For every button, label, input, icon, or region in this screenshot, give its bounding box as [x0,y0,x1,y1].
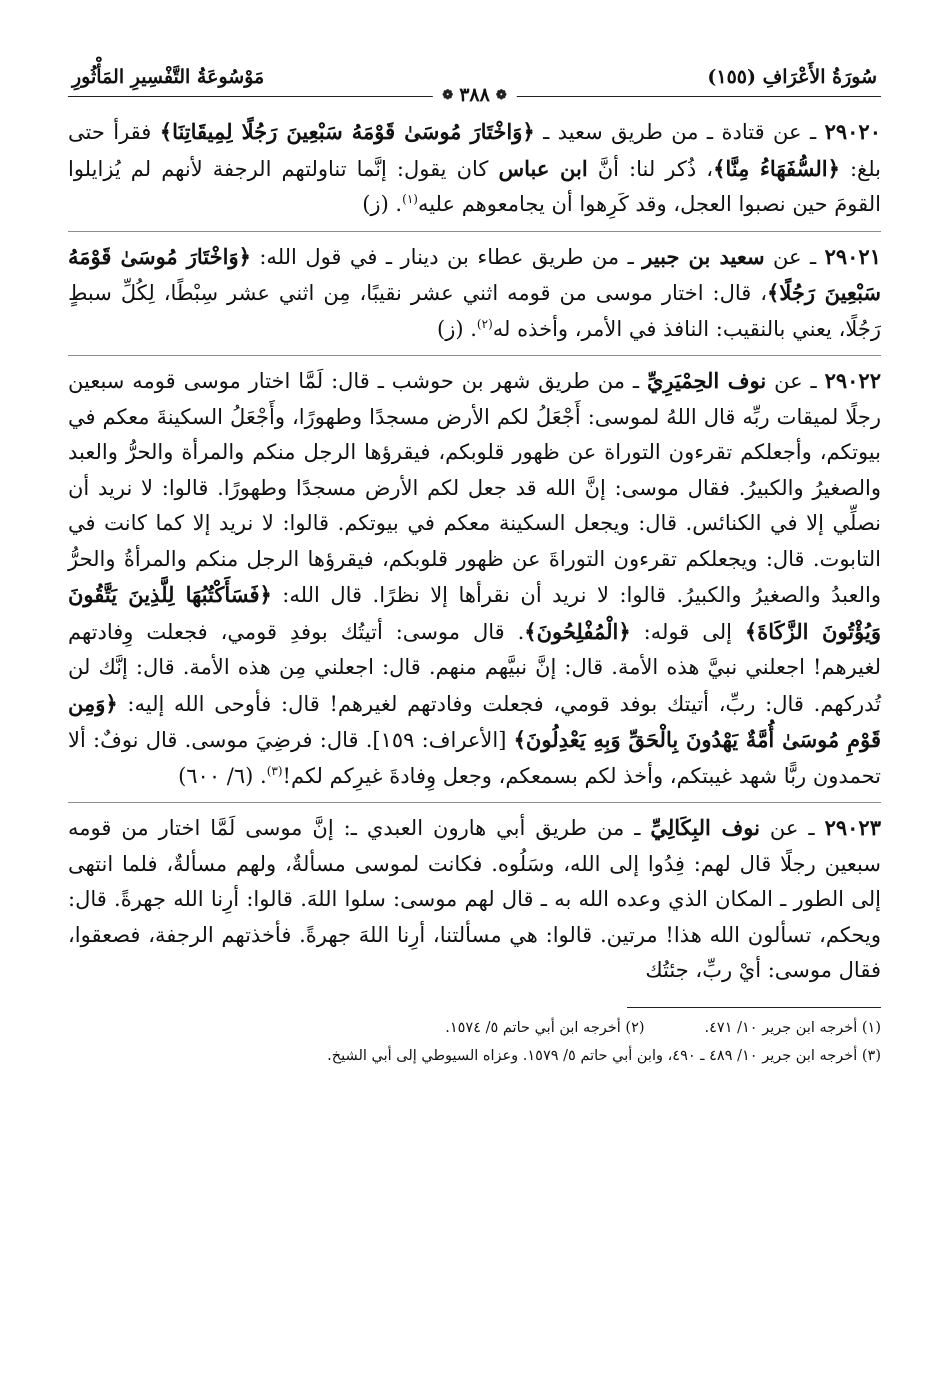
quran-quote: ﴿وَمِن قَوْمِ مُوسَىٰ أُمَّةٌ يَهْدُونَ بِالْحَقِّ وَبِهِ يَعْدِلُونَ﴾ [68,690,881,752]
footnotes-rule [627,1007,881,1008]
entry-number: ٢٩٠٢٢ [824,368,881,393]
entry-text: كان يقول: إنَّما تناولتهم الرجفة لأنهم لم يُزايلوا القومَ حين نصبوا العجل، وقد كَرِهوا أن يجامعوهم عليه [68,156,881,216]
quran-quote: ﴿الْمُفْلِحُونَ﴾ [524,618,631,644]
entry-text: ، ذُكر لنا: أنَّ [587,156,714,181]
entry-number: ٢٩٠٢٠ [824,119,881,144]
entries [68,114,881,997]
entry-end: . (٦/ ٦٠٠) [178,763,267,788]
entry-text: . قال: فرضِيَ موسى. قال نوفٌ: ألا تحمدون ربًّا شهد غيبتكم، وأخذ لكم بسمعكم، وجعل وِفادةَ غيرِكم لكم! [68,728,881,788]
entry-number: ٢٩٠٢١ [824,243,881,269]
footnote-ref[interactable]: (٢) [476,316,493,331]
footnote-ref[interactable]: (١) [402,192,418,206]
narrator-name: ابن عباس [498,155,588,181]
entry-29021 [68,231,881,356]
footnote-ref[interactable]: (٣) [266,763,283,778]
entry-29022 [68,355,881,802]
footnotes [68,1014,881,1070]
entry-text: ـ عن قتادة ـ من طريق سعيد ـ [534,120,825,144]
footnote-1: (١) أخرجه ابن جرير ١٠/ ٤٧١. [704,1019,881,1036]
quran-quote: ﴿فَسَأَكْتُبُهَا لِلَّذِينَ يَتَّقُونَ وَيُؤْتُونَ الزَّكَاةَ﴾ [68,582,881,644]
footnote-row [68,1042,881,1070]
entry-text: ـ عن [766,369,825,393]
ornament-icon: ❁ [495,87,507,103]
verse-reference: [الأعراف: ١٥٩] [372,728,514,752]
quran-quote: ﴿السُّفَهَاءُ مِنَّا﴾ [713,155,840,181]
narrator-name: نوف البِكَالِيِّ [650,815,760,840]
entry-text: ، قال: اختار موسى من قومه اثني عشر نقيبًا، مِن اثني عشر سِبْطًا، لِكُلِّ سبطٍ رَجُلًا، يعني بالنقيب: النافذ في الأمر، وأخذه له [68,281,881,341]
entry-29023 [68,802,881,997]
encyclopedia-title: مَوْسُوعَةُ التَّفْسِيرِ المَأْثُورِ [72,66,265,88]
footnote-3: (٣) أخرجه ابن جرير ١٠/ ٤٨٩ ـ ٤٩٠، وابن أبي حاتم ٥/ ١٥٧٩. وعزاه السيوطي إلى أبي الشيخ. [327,1047,881,1064]
entry-end: . (ز) [362,192,403,216]
quran-quote: ﴿وَاخْتَارَ مُوسَىٰ قَوْمَهُ سَبْعِينَ رَجُلًا﴾ [68,243,881,305]
entry-29020 [68,114,881,231]
page-header [68,60,881,114]
entry-text: ـ من طريق شهر بن حوشب ـ قال: لَمَّا اختار موسى قومه سبعين رجلًا لميقات ربِّه قال اللهُ لموسى: أَجْعَلُ لكم الأرض مسجدًا وطهورًا، وأَجْعَلُ السكينةَ معكم في بيوتكم، وأجعلكم تقرءون التوراة عن ظهور قلوبكم، فيقرؤها الرجل منكم والمرأة والحرُّ والعبد والصغيرُ والكبيرُ. فقال موسى: إنَّ الله قد جعل لكم الأرض مسجدًا وطهورًا. قالوا: لا نريد أن نصلِّي إلا في الكنائس. قال: ويجعل السكينة معكم في بيوتكم. قالوا: لا نريد إلا كما كانت في التابوت. قال: ويجعلكم تقرءون التوراةَ عن ظهور قلوبكم، فيقرؤها الرجل منكم والمرأةُ والحرُّ والعبدُ والصغيرُ والكبيرُ. قالوا: لا نريد أن نقرأها إلا نظرًا. قال الله: [68,369,881,607]
page-number: ٣٨٨ [459,84,490,106]
narrator-name: سعيد بن جبير [642,243,765,269]
narrator-name: نوف الحِمْيَرِيِّ [646,368,767,393]
entry-text: . قال موسى: أتيتُك بوفدِ قومي، فجعلت وِفادتهم لغيرهم! اجعلني نبيَّ هذه الأمة. قال: إنَّ نبيَّهم منهم. قال: اجعلني مِن هذه الأمة. قال: إنَّك لن تُدركهم. قال: ربِّ، أتيتك بوفد قومي، فجعلت وفادتهم لغيرهم! قال: فأوحى الله إليه: [68,619,881,716]
book-page [68,60,881,1384]
entry-text: إلى قوله: [630,619,745,644]
entry-number: ٢٩٠٢٣ [824,815,881,840]
footnote-row [68,1014,881,1042]
footnote-2: (٢) أخرجه ابن أبي حاتم ٥/ ١٥٧٤. [445,1019,645,1036]
entry-text: ـ من طريق عطاء بن دينار ـ في قول الله: [250,244,643,269]
entry-end: . (ز) [437,316,477,341]
entry-text: فقرأ حتى بلغ: [68,120,882,181]
quran-quote: ﴿وَاخْتَارَ مُوسَىٰ قَوْمَهُ سَبْعِينَ رَجُلًا لِمِيقَاتِنَا﴾ [159,119,535,144]
entry-text: ـ من طريق أبي هارون العبدي ـ: إنَّ موسى لَمَّا اختار من قومه سبعين رجلًا قال لهم: فِدُوا إلى الله، وسَلُوه. فكانت لموسى مسألةٌ، ولهم مسألةٌ، فلما انتهى إلى الطور ـ المكان الذي وعده الله به ـ قال لهم موسى: سلوا اللهَ. قالوا: أرِنا الله جهرةً. قال: ويحكم، تسألون الله هذا! مرتين. قالوا: هي مسألتنا، أرِنا اللهَ جهرةً. فأخذتهم الرجفة، فصعقوا، فقال موسى: أيْ ربِّ، جئتُك [68,816,881,982]
surah-title: سُورَةُ الأَعْرَافِ (١٥٥) [707,66,877,88]
entry-text: ـ عن [759,816,825,840]
entry-text: ـ عن [764,244,825,269]
page-number-box [432,84,516,106]
ornament-icon: ❁ [442,87,454,103]
